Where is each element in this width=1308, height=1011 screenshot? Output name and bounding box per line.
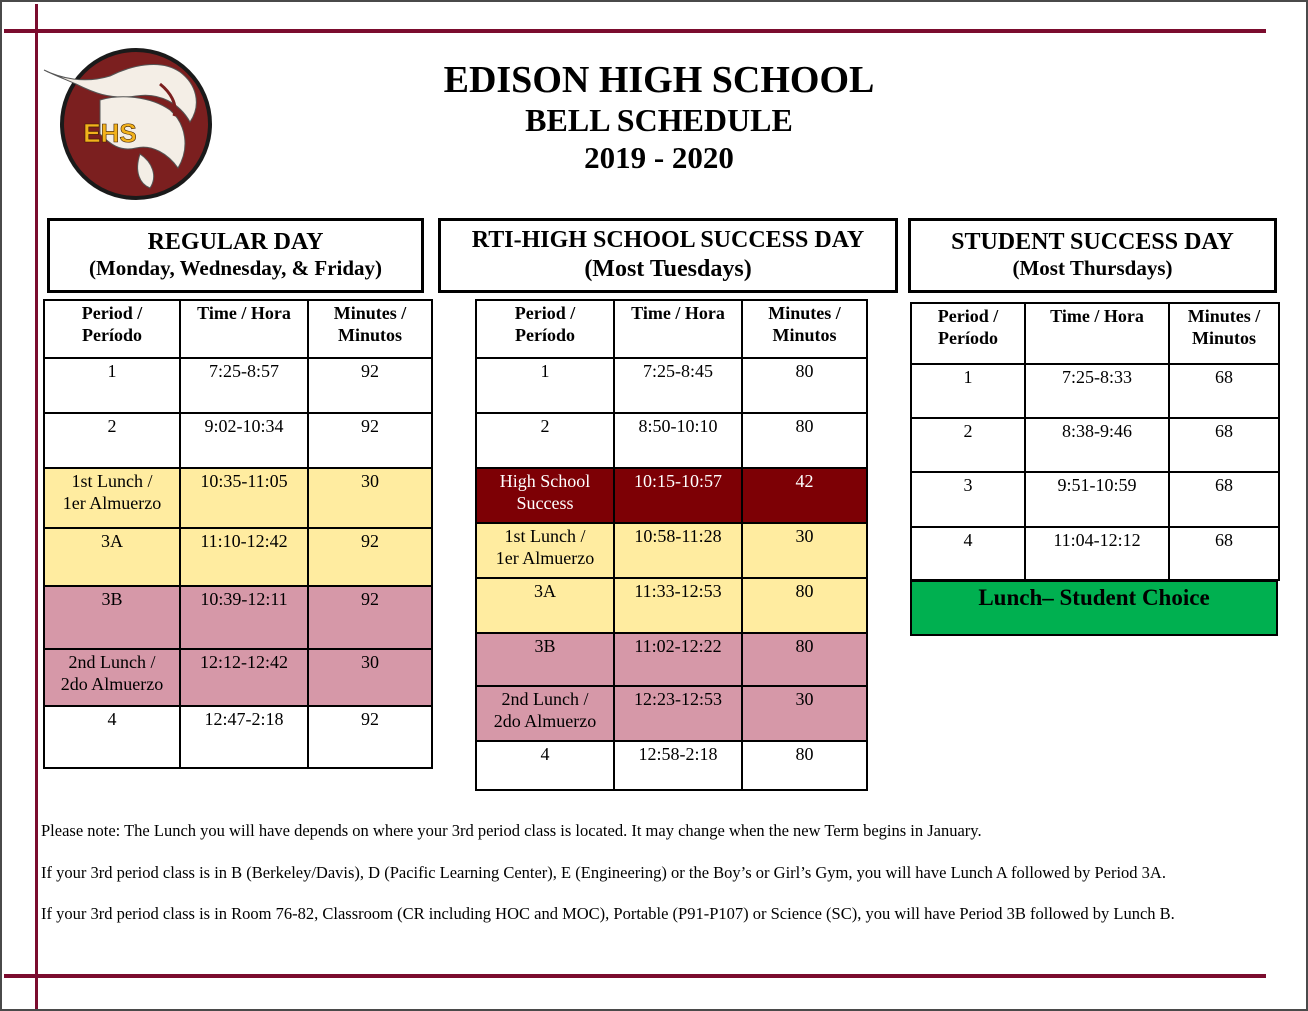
period-label: 2nd Lunch / [68,652,156,672]
period-cell [476,741,614,790]
table-row [44,468,432,528]
time-cell: 10:39-12:11 [180,586,308,649]
period-cell [476,413,614,468]
column-header-period-line: Period / [937,306,999,326]
minutes-cell: 80 [742,578,867,633]
time-cell: 10:15-10:57 [614,468,742,523]
period-cell [476,686,614,741]
time-cell: 10:58-11:28 [614,523,742,578]
column-header-period [476,300,614,358]
period-cell [911,418,1025,472]
period-label: High School [499,471,591,491]
column-header-time [1025,303,1169,364]
period-cell [476,468,614,523]
period-label: 1 [107,361,117,381]
student-day-table [910,302,1280,581]
period-label: 1er Almuerzo [495,548,595,568]
regular-day-title: REGULAR DAY [147,229,324,255]
minutes-cell: 42 [742,468,867,523]
table-row [476,578,867,633]
rti-day-subtitle: (Most Tuesdays) [584,256,752,282]
table-row [476,358,867,413]
column-header-period [44,300,180,358]
regular-day-title-box [47,218,424,293]
period-cell [476,578,614,633]
student-day-title-box [908,218,1277,293]
column-header-minutes-line: Minutos [337,325,402,345]
column-header-time-line: Time / Hora [1050,306,1144,326]
minutes-cell: 30 [308,649,432,706]
table-row [44,586,432,649]
minutes-cell: 92 [308,528,432,586]
column-header-minutes [308,300,432,358]
minutes-cell: 92 [308,586,432,649]
period-cell [476,358,614,413]
period-cell [476,523,614,578]
period-label: 2do Almuerzo [60,674,164,694]
column-header-minutes-line: Minutes / [768,303,841,323]
table-row [476,686,867,741]
note-3: If your 3rd period class is in Room 76-82, Classroom (CR including HOC and MOC), Portable (P91-P107) or Science (SC), you will have Period 3B followed by Lunch B. [41,904,1175,923]
student-day-subtitle: (Most Thursdays) [1012,256,1173,280]
time-cell: 8:38-9:46 [1025,418,1169,472]
period-cell [44,528,180,586]
table-row [44,358,432,413]
minutes-cell: 68 [1169,364,1279,418]
time-cell: 7:25-8:45 [614,358,742,413]
period-label: 2do Almuerzo [493,711,597,731]
time-cell: 10:35-11:05 [180,468,308,528]
period-label: 2 [963,421,973,441]
table-row [44,649,432,706]
table-row [44,706,432,768]
table-row [476,523,867,578]
table-row [911,527,1279,580]
table-row [911,364,1279,418]
table-row [911,472,1279,527]
minutes-cell: 68 [1169,527,1279,580]
bottom-rule [4,974,1266,978]
period-cell [44,706,180,768]
regular-day-subtitle: (Monday, Wednesday, & Friday) [88,256,383,280]
minutes-cell: 68 [1169,418,1279,472]
period-label: 1 [540,361,550,381]
column-header-period-line: Período [515,325,575,345]
period-label: 3A [534,581,556,601]
time-cell: 7:25-8:33 [1025,364,1169,418]
column-header-period-line: Period / [514,303,576,323]
time-cell: 12:12-12:42 [180,649,308,706]
minutes-cell: 30 [308,468,432,528]
column-header-minutes [742,300,867,358]
period-label: 2 [107,416,117,436]
period-label: 3A [101,531,123,551]
column-header-minutes [1169,303,1279,364]
minutes-cell: 92 [308,706,432,768]
time-cell: 11:04-12:12 [1025,527,1169,580]
minutes-cell: 68 [1169,472,1279,527]
minutes-cell: 80 [742,633,867,686]
lunch-student-choice: Lunch– Student Choice [910,580,1278,636]
period-cell [911,364,1025,418]
time-cell: 12:47-2:18 [180,706,308,768]
period-label: 4 [963,530,973,550]
period-label: 2nd Lunch / [501,689,589,709]
time-cell: 9:51-10:59 [1025,472,1169,527]
school-name: EDISON HIGH SCHOOL [443,59,875,101]
time-cell: 12:58-2:18 [614,741,742,790]
period-cell [44,468,180,528]
column-header-period [911,303,1025,364]
column-header-minutes-line: Minutos [772,325,837,345]
table-row [476,633,867,686]
period-label: 2 [540,416,550,436]
period-label: 3B [101,589,123,609]
time-cell: 8:50-10:10 [614,413,742,468]
note-1: Please note: The Lunch you will have depends on where your 3rd period class is located. It may change when the new Term begins in January. [41,821,982,840]
column-header-minutes-line: Minutes / [333,303,407,323]
minutes-cell: 80 [742,741,867,790]
period-cell [476,633,614,686]
time-cell: 7:25-8:57 [180,358,308,413]
period-label: 3B [534,636,556,656]
period-label: Success [516,493,574,513]
minutes-cell: 92 [308,358,432,413]
logo-text: EHS [83,118,137,148]
period-label: 4 [540,744,550,764]
time-cell: 12:23-12:53 [614,686,742,741]
rti-day-title: RTI-HIGH SCHOOL SUCCESS DAY [471,227,865,253]
column-header-time-line: Time / Hora [197,303,291,323]
period-label: 3 [963,475,973,495]
minutes-cell: 92 [308,413,432,468]
table-row [44,528,432,586]
minutes-cell: 80 [742,413,867,468]
time-cell: 11:33-12:53 [614,578,742,633]
student-day-title: STUDENT SUCCESS DAY [951,229,1234,255]
rti-day-table [475,299,868,791]
note-2: If your 3rd period class is in B (Berkeley/Davis), D (Pacific Learning Center), E (Engineering) or the Boy’s or Girl’s Gym, you will have Lunch A followed by Period 3A. [41,863,1166,882]
period-label: 1st Lunch / [504,526,586,546]
minutes-cell: 30 [742,523,867,578]
table-row [476,741,867,790]
top-rule [4,29,1266,33]
table-row [476,468,867,523]
period-cell [44,413,180,468]
minutes-cell: 30 [742,686,867,741]
minutes-cell: 80 [742,358,867,413]
column-header-minutes-line: Minutes / [1187,306,1261,326]
regular-day-table [43,299,433,769]
period-cell [911,472,1025,527]
time-cell: 11:02-12:22 [614,633,742,686]
school-year: 2019 - 2020 [584,140,734,175]
period-cell [911,527,1025,580]
rti-day-title-box [438,218,898,293]
period-label: 1er Almuerzo [62,493,162,513]
period-cell [44,649,180,706]
column-header-minutes-line: Minutos [1191,328,1256,348]
column-header-period-line: Período [938,328,998,348]
time-cell: 11:10-12:42 [180,528,308,586]
column-header-time-line: Time / Hora [631,303,725,323]
schedule-title: BELL SCHEDULE [525,102,793,138]
column-header-time [180,300,308,358]
table-row [476,413,867,468]
table-row [911,418,1279,472]
table-row [44,413,432,468]
period-cell [44,586,180,649]
period-cell [44,358,180,413]
period-label: 1st Lunch / [71,471,153,491]
period-label: 1 [963,367,973,387]
time-cell: 9:02-10:34 [180,413,308,468]
period-label: 4 [107,709,117,729]
column-header-time [614,300,742,358]
column-header-period-line: Period / [81,303,143,323]
column-header-period-line: Período [82,325,142,345]
